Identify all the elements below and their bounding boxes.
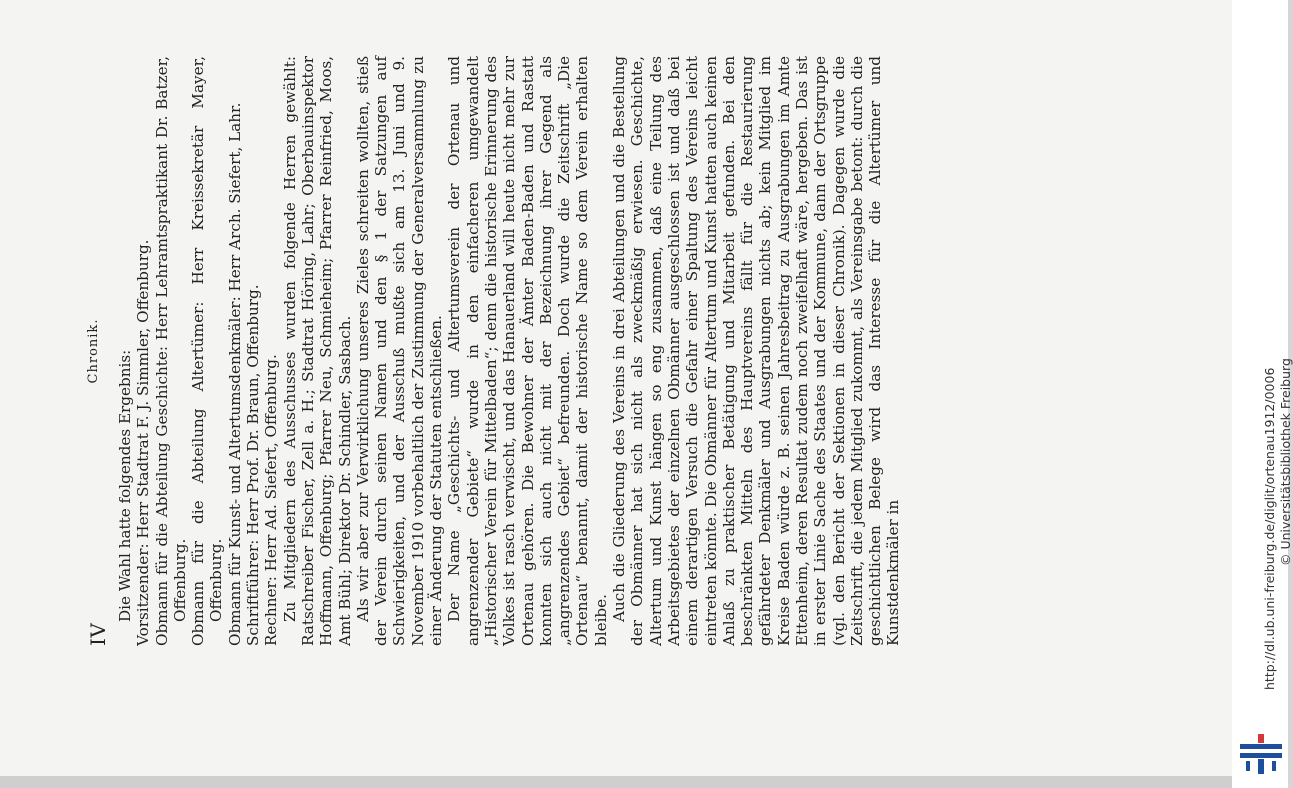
paragraph: Obmann für die Abteilung Geschichte: Herr Lehramtspraktikant Dr. Batzer, Offenburg. xyxy=(152,56,189,646)
paragraph: Vorsitzender: Herr Stadtrat F. J. Simmler, Offenburg. xyxy=(134,239,153,646)
paragraph: Obmann für die Abteilung Altertümer: Herr Kreissekretär Mayer, Offenburg. xyxy=(189,56,226,646)
page-number: IV xyxy=(86,622,110,646)
paragraph: Rechner: Herr Ad. Siefert, Offenburg. xyxy=(262,354,281,646)
library-logo-icon xyxy=(1240,734,1282,774)
paragraph: Obmann für Kunst- und Altertumsdenkmäler: Herr Arch. Siefert, Lahr. xyxy=(225,102,244,646)
paragraph: Schriftführer: Herr Prof. Dr. Braun, Offenburg. xyxy=(244,284,263,646)
paragraph: Als wir aber zur Verwirklichung unseres Zieles schreiten wollten, stieß der Verein durch seinen Namen und den § 1 der Satzungen auf Schwierigkeiten, und der Ausschuß mußte sich am 13. Juni und 9. November 1910 vorbehaltlich der Zustimmung der Generalversammlung zu einer Änderung der Statuten entschließen. xyxy=(353,56,446,646)
running-head xyxy=(86,56,116,646)
rotated-text-frame xyxy=(86,56,1096,646)
paragraph: Zu Mitgliedern des Ausschusses wurden folgende Herren gewählt: Ratschreiber Fischer, Zell a. H.; Stadtrat Höring, Lahr; Oberbauinspektor Hoffmann, Offenburg; Pfarrer Neu, Schmieheim; Pfarrer Reinfried, Moos, Amt Bühl; Direktor Dr. Schindler, Sasbach. xyxy=(280,56,354,646)
page-bottom-edge xyxy=(0,776,1232,788)
paragraph: Der Name „Geschichts- und Altertumsverein der Ortenau und angrenzender Gebiete“ wurde in den einfacheren umgewandelt „Historischer Verein für Mittelbaden“; denn die historische Erinnerung des Volkes ist rasch verwischt, und das Hanauerland will heute nicht mehr zur Ortenau gehören. Die Bewohner der Ämter Baden-Baden und Rastatt konnten sich auch nicht mit der Bezeichnung ihrer Gegend als „angrenzendes Gebiet“ befreunden. Doch wurde die Zeitschrift „Die Ortenau“ benannt, damit der historische Name so dem Verein erhalten bleibe. xyxy=(445,56,610,646)
source-url[interactable] xyxy=(1262,328,1277,690)
paragraph: Auch die Gliederung des Vereins in drei Abteilungen und die Bestellung der Obmänner hat sich nicht als zweckmäßig erwiesen. Geschichte, Altertum und Kunst hängen so eng zusammen, daß eine Teilung des Arbeitsgebietes der einzelnen Obmänner ausgeschlossen ist und daß bei einem derartigen Versuch die Gefahr einer Spaltung des Vereins leicht eintreten könnte. Die Obmänner für Altertum und Kunst hatten auch keinen Anlaß zu praktischer Betätigung und Mitarbeit gefunden. Bei den beschränkten Mitteln des Hauptvereins fällt für die Restaurierung gefährdeter Denkmäler und Ausgrabungen nichts ab; kein Mitglied im Kreise Baden würde z. B. seinen Jahresbeitrag zu Ausgrabungen im Amte Ettenheim, deren Resultat zudem noch zweifelhaft wäre, hergeben. Das ist in erster Linie Sache des Staates und der Kommune, dann der Ortsgruppe (vgl. den Bericht der Sektionen in dieser Chronik). Dagegen wurde die Zeitschrift, die jedem Mitglied zukommt, als Vereinsgabe betont: durch die geschichtlichen Belege wird das Interesse für die Altertümer und Kunstdenkmäler in xyxy=(610,56,903,646)
body-text xyxy=(116,56,903,646)
copyright-notice: © Universitätsbibliothek Freiburg xyxy=(1278,358,1293,566)
section-title: Chronik. xyxy=(86,318,101,384)
source-url-text[interactable]: http://dl.ub.uni-freiburg.de/diglit/ortenau1912/0006 xyxy=(1262,367,1277,690)
paragraph: Die Wahl hatte folgendes Ergebnis: xyxy=(116,349,134,622)
